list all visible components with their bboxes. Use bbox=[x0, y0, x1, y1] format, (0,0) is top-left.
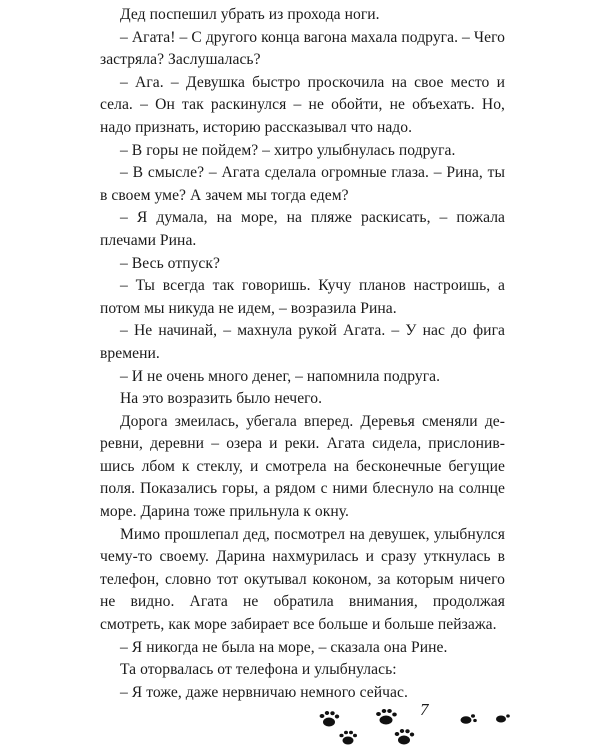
paw-print-icon bbox=[494, 712, 512, 724]
page-number: 7 bbox=[420, 700, 429, 719]
paragraph: – В горы не пойдем? – хитро улыбнулась подруга. bbox=[120, 141, 456, 159]
paragraph: – Ага. – Девушка быстро проскочила на свое место и села. – Он так раскинулся – не обойти, не объехать. Но, надо признать, историю рассказывал что надо. bbox=[100, 73, 505, 136]
paragraph: – Не начинай, – махнула рукой Агата. – У нас до фига времени. bbox=[100, 322, 505, 362]
paragraph: – И не очень много денег, – напомнила подруга. bbox=[120, 367, 441, 385]
page-text bbox=[100, 4, 505, 704]
paragraph: – Ты всегда так говоришь. Кучу планов настроишь, а потом мы никуда не идем, – возразила Рина. bbox=[100, 277, 505, 317]
paragraph: Мимо прошлепал дед, посмотрел на девушек, улыбнулся чему-то своему. Дарина нахмурилась и сразу уткнулась в телефон, словно тот окутывал коконом, за которым ничего не видно. Агата не обратила внимания, продолжая смотреть, как море забирает все больше и больше пейзажа. bbox=[100, 525, 505, 634]
paragraph: На это возразить было нечего. bbox=[120, 390, 323, 408]
paragraph: – Я думала, на море, на пляже раскисать, – пожала плечами Рина. bbox=[100, 209, 505, 249]
paragraph: Дед поспешил убрать из прохода ноги. bbox=[120, 6, 380, 23]
paw-print-icon bbox=[318, 710, 340, 728]
paragraph: – Весь отпуск? bbox=[120, 254, 221, 272]
paragraph: Дорога змеилась, убегала вперед. Деревья сменяли деревни, деревни – озера и реки. Агата сидела, прислонившись лбом к стеклу, и смотрела на бесконечные бегущие поля. Показались горы, а рядом с ними блеснуло на солнце море. Дарина тоже прильнула к окну. bbox=[100, 412, 505, 521]
paw-print-icon bbox=[393, 728, 415, 746]
paragraph: – В смысле? – Агата сделала огромные глаза. – Рина, ты в своем уме? А зачем мы тогда едем? bbox=[100, 164, 505, 204]
paw-print-icon bbox=[374, 708, 398, 726]
paragraph: – Я никогда не была на море, – сказала она Рине. bbox=[120, 638, 448, 656]
paragraph: Та оторвалась от телефона и улыбнулась: bbox=[120, 661, 397, 679]
paragraph: – Я тоже, даже нервничаю немного сейчас. bbox=[120, 683, 408, 701]
paw-print-icon bbox=[458, 712, 478, 726]
paw-print-icon bbox=[338, 730, 358, 746]
paragraph: – Агата! – С другого конца вагона махала подруга. – Чего застряла? Заслушалась? bbox=[100, 28, 505, 69]
